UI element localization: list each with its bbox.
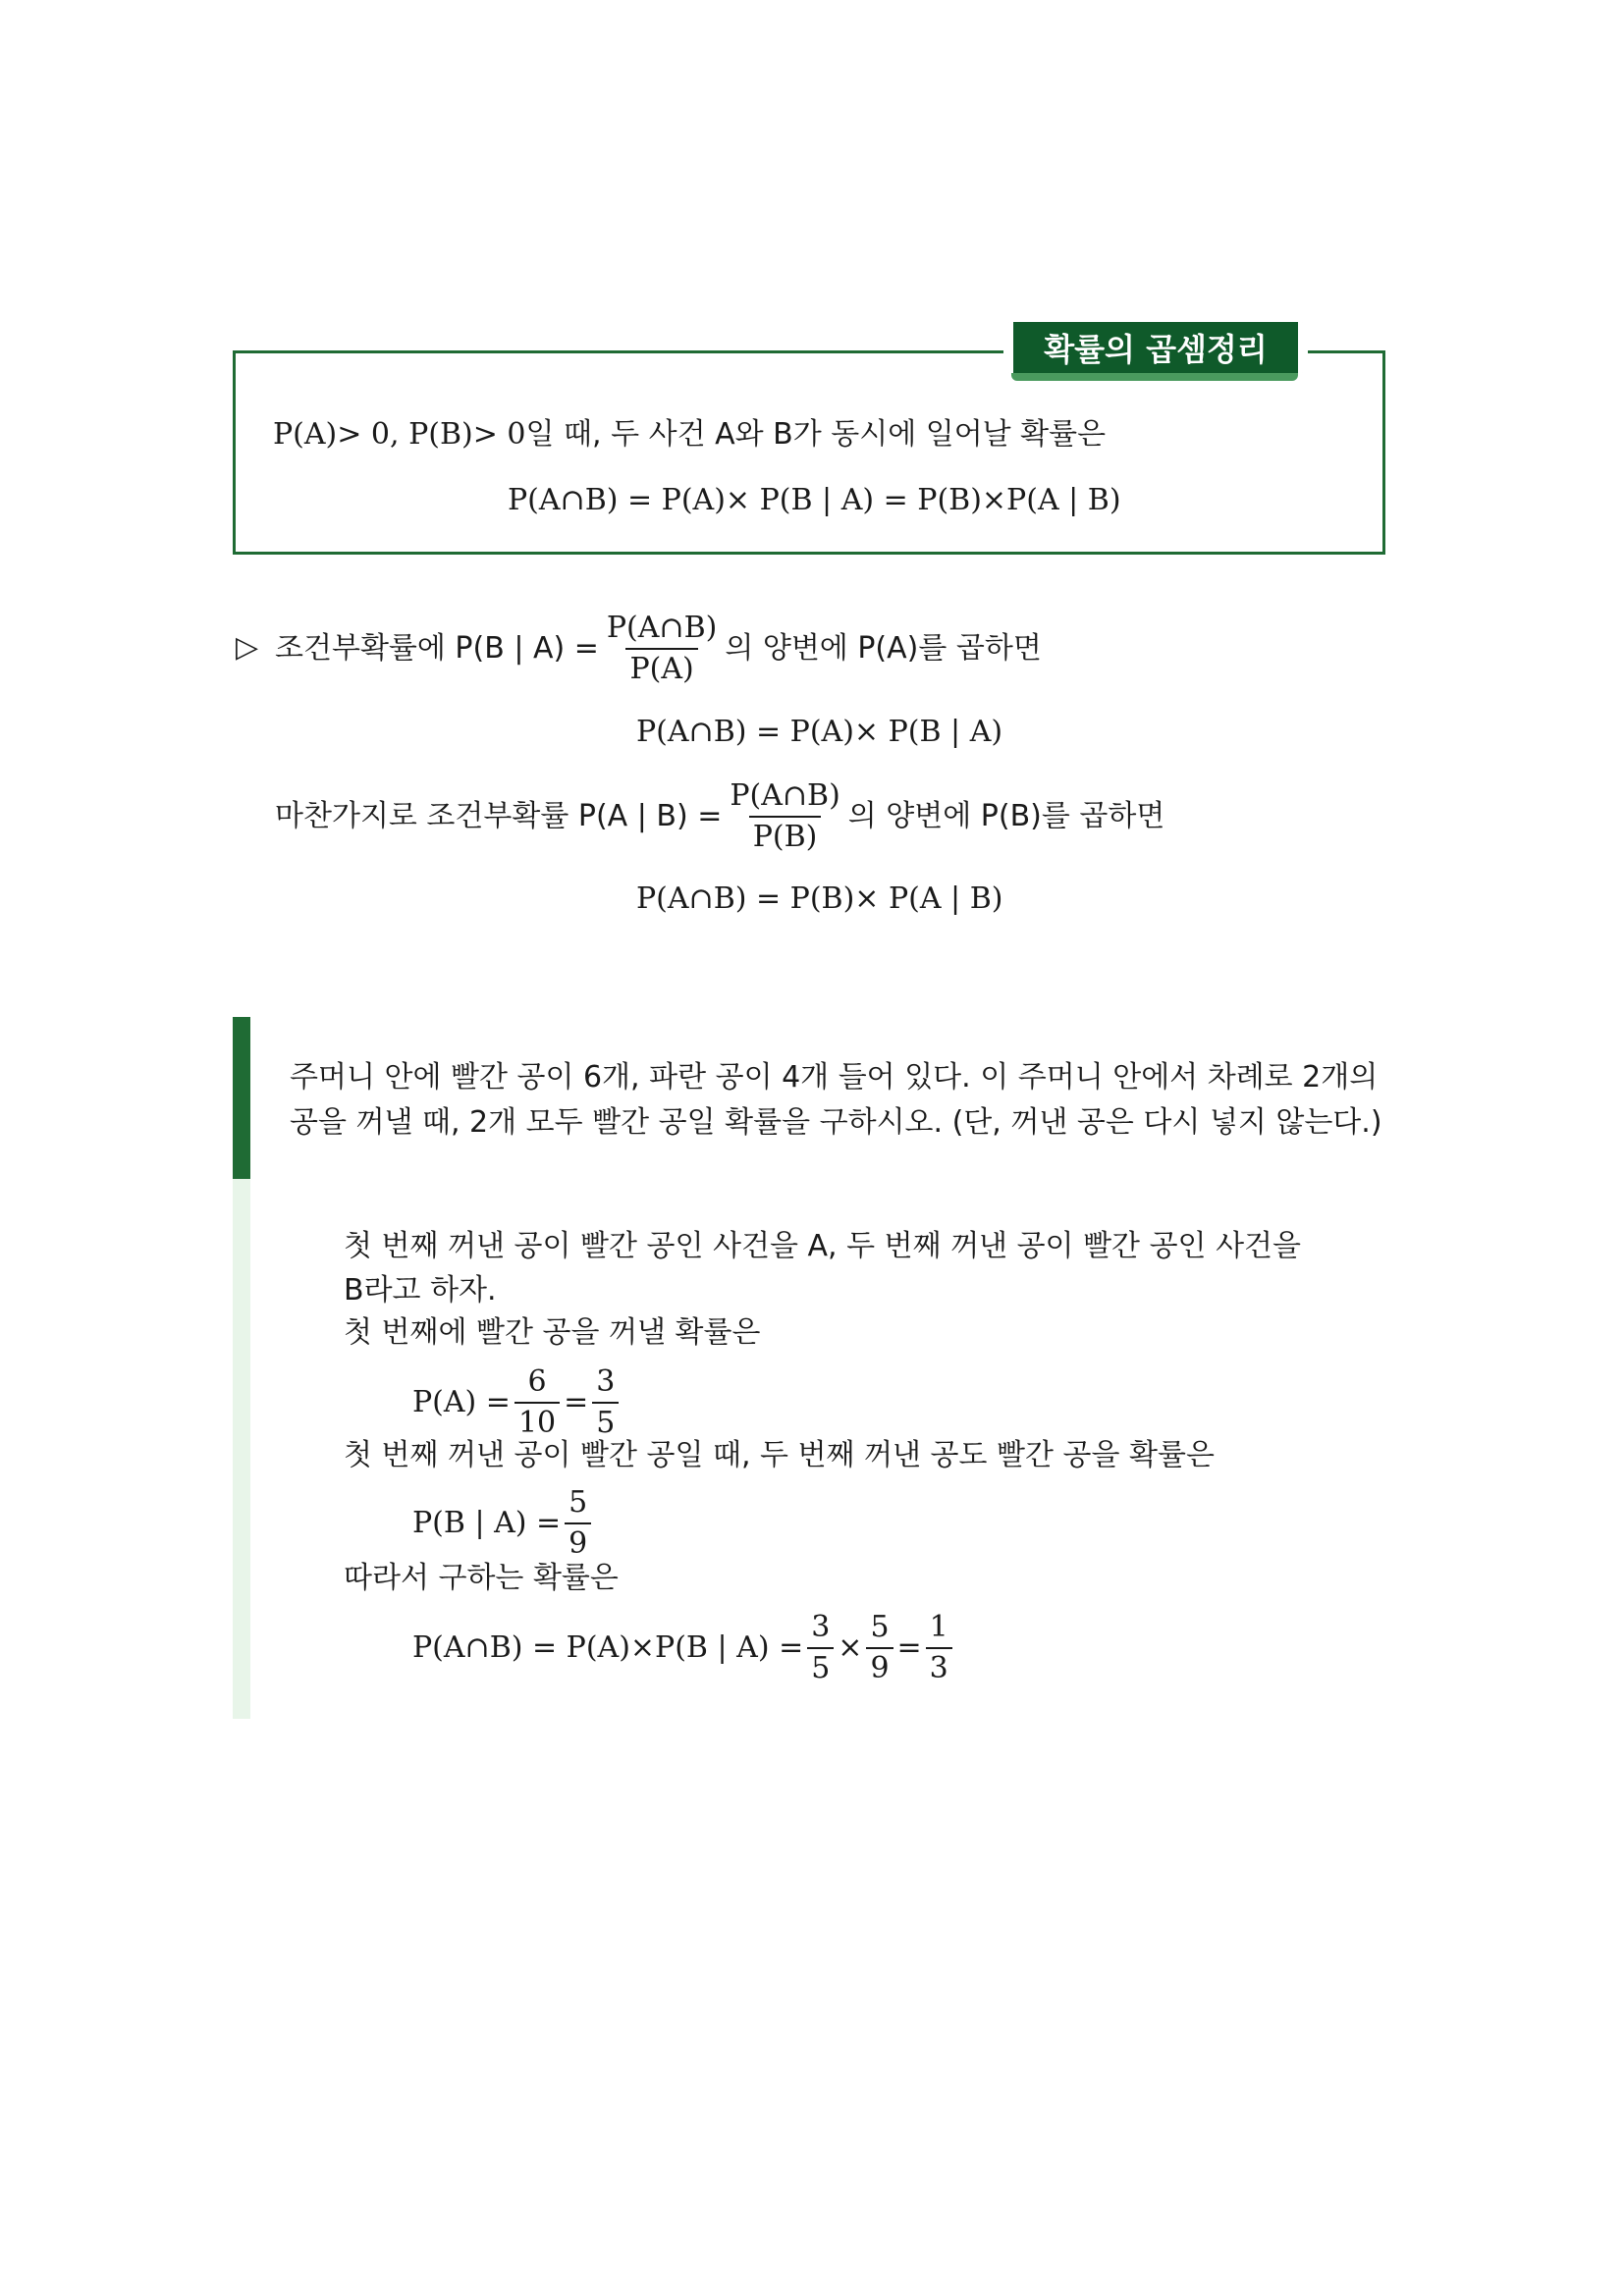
fraction-five-ninths [565,1485,591,1562]
fraction-conditional-a-given-b [726,778,843,855]
theorem-box [233,350,1385,555]
fraction-three-fifths [807,1610,834,1686]
condition-text: 일 때, 두 사건 A와 B가 동시에 일어날 확률은 [525,417,1107,452]
fraction-numerator: 1 [929,1610,948,1644]
derivation-line-2-prefix: 마찬가지로 조건부확률 P(A | B) = [275,799,723,833]
equation-final [412,1610,956,1686]
fraction-three-fifths [592,1364,619,1441]
fraction-six-tenths [514,1364,560,1441]
fraction-denominator: 5 [807,1647,834,1686]
condition-pb: P(B)> 0 [408,417,526,452]
fraction-numerator: P(A∩B) [730,778,840,813]
condition-separator: , [390,417,409,452]
derivation-result-1: P(A∩B) = P(A)× P(B | A) [636,715,1003,749]
derivation-line-2-suffix: 의 양변에 P(B)를 곱하면 [847,799,1165,833]
equals-sign: = [564,1385,589,1419]
condition-pa: P(A)> 0 [273,417,391,452]
fraction-denominator: 5 [592,1402,619,1441]
equals-sign: = [896,1630,922,1665]
fraction-denominator: P(A) [625,648,697,687]
fraction-numerator: 5 [870,1610,890,1644]
derivation-line-2 [275,778,1164,855]
derivation-line-1-suffix: 의 양변에 P(A)를 곱하면 [725,631,1042,666]
derivation-bullet: ▷ [236,630,259,665]
fraction-one-third [926,1610,952,1686]
derivation-line-1 [275,611,1042,687]
equation-pa [412,1364,623,1441]
equation-final-lhs: P(A∩B) = P(A)×P(B | A) = [412,1630,804,1665]
fraction-numerator: 5 [568,1485,588,1520]
times-sign: × [838,1630,863,1665]
fraction-numerator: 3 [596,1364,616,1399]
fraction-five-ninths [866,1610,893,1686]
fraction-denominator: 10 [514,1402,560,1441]
theorem-condition [273,417,1106,453]
fraction-denominator: P(B) [749,816,822,855]
example-bar-light [233,1179,250,1719]
problem-line-1: 주머니 안에 빨간 공이 6개, 파란 공이 4개 들어 있다. 이 주머니 안에서 차례로 2개의 [290,1060,1379,1095]
theorem-formula: P(A∩B) = P(A)× P(B | A) = P(B)×P(A | B) [508,483,1121,517]
solution-line-1: 첫 번째 꺼낸 공이 빨간 공인 사건을 A, 두 번째 꺼낸 공이 빨간 공인 사건을 [344,1229,1302,1263]
derivation-result-2: P(A∩B) = P(B)× P(A | B) [636,881,1003,916]
fraction-numerator: 6 [527,1364,547,1399]
equation-pb-given-a-lhs: P(B | A) = [412,1506,562,1540]
fraction-denominator: 3 [926,1647,952,1686]
fraction-numerator: P(A∩B) [606,611,718,645]
solution-line-4: 첫 번째 꺼낸 공이 빨간 공일 때, 두 번째 꺼낸 공도 빨간 공을 확률은 [344,1438,1215,1472]
solution-line-2: B라고 하자. [344,1273,497,1308]
solution-line-3: 첫 번째에 빨간 공을 꺼낼 확률은 [344,1315,761,1350]
equation-pa-lhs: P(A) = [412,1385,511,1419]
example-bar-dark [233,1017,250,1179]
equation-pb-given-a [412,1485,595,1562]
solution-line-5: 따라서 구하는 확률은 [344,1561,619,1595]
fraction-numerator: 3 [811,1610,831,1644]
fraction-denominator: 9 [866,1647,893,1686]
problem-line-2: 공을 꺼낼 때, 2개 모두 빨간 공일 확률을 구하시오. (단, 꺼낸 공은 다시 넣지 않는다.) [290,1105,1382,1140]
fraction-denominator: 9 [565,1522,591,1562]
theorem-title: 확률의 곱셈정리 [1003,322,1308,373]
fraction-conditional-b-given-a [603,611,721,687]
derivation-line-1-prefix: 조건부확률에 P(B | A) = [275,631,599,666]
